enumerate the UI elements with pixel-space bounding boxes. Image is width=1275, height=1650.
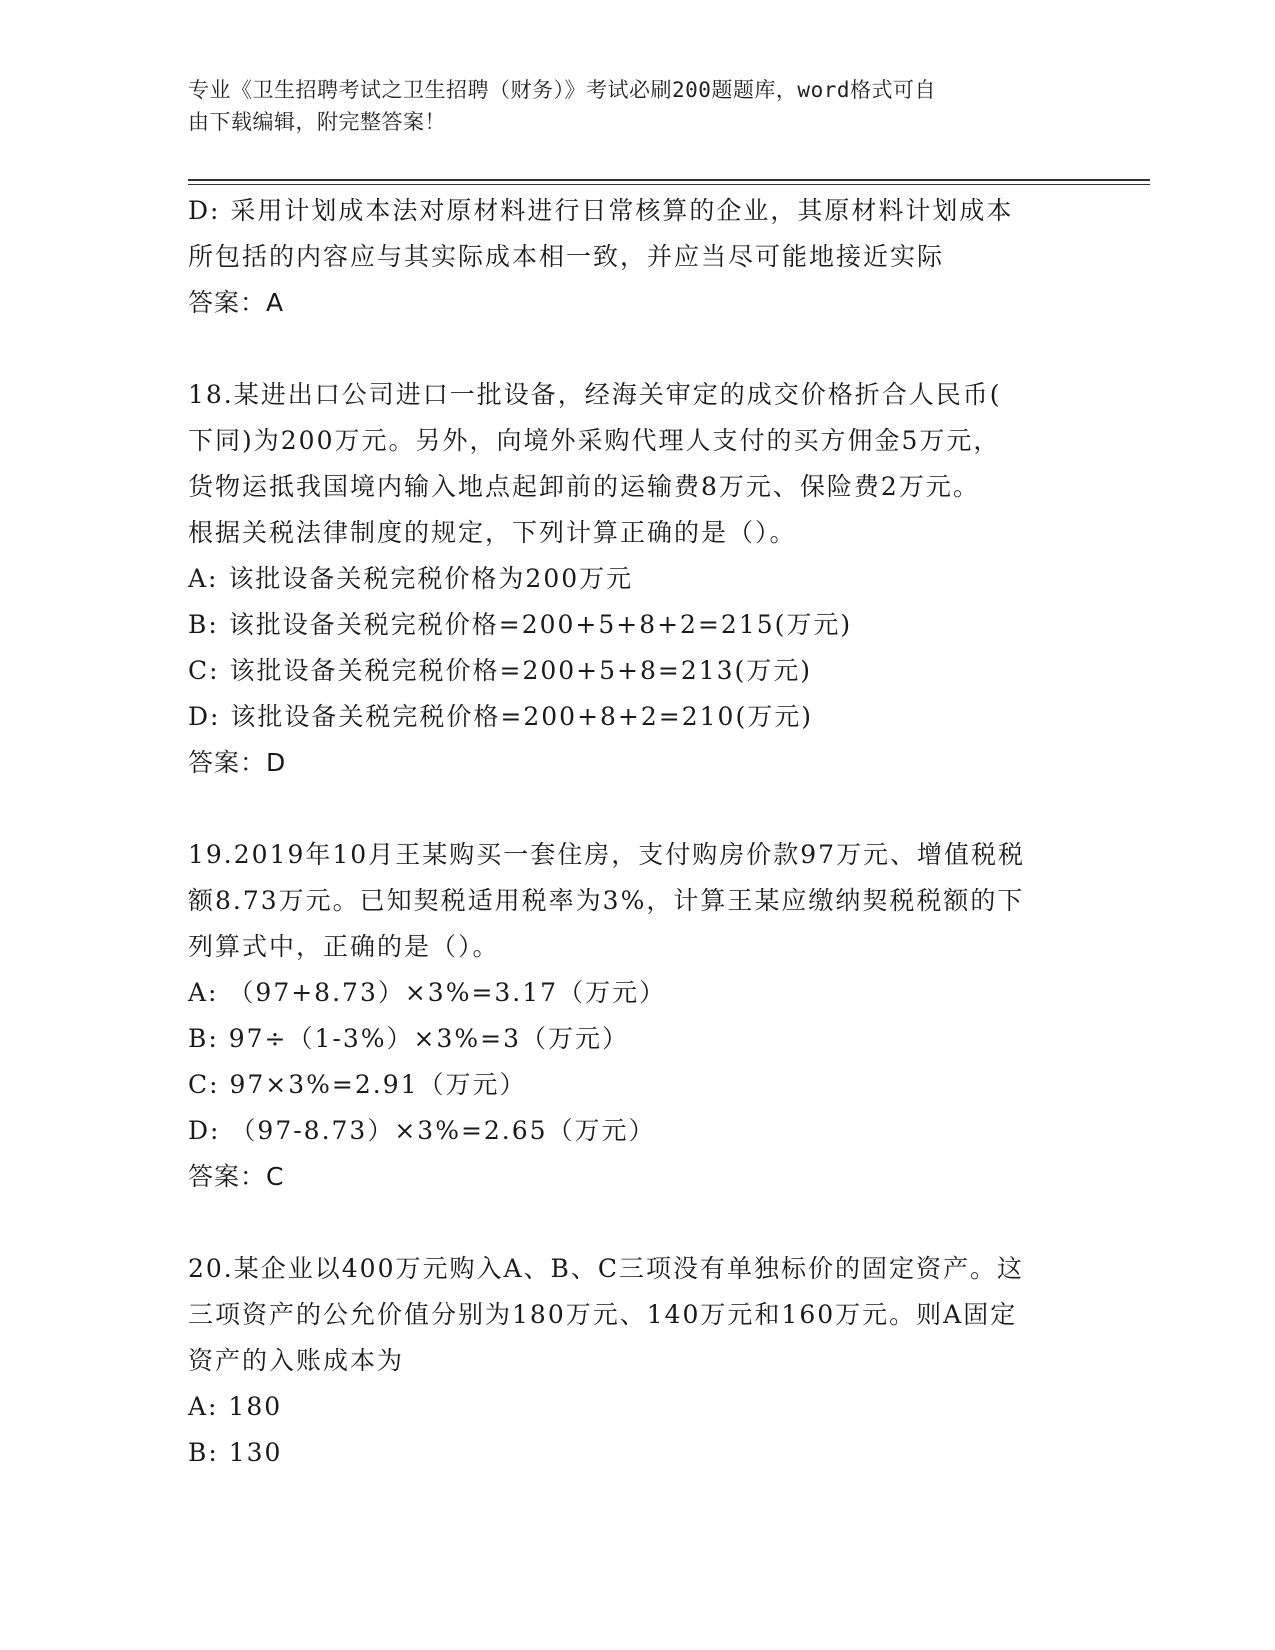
spacer <box>188 326 1088 372</box>
spacer <box>188 1200 1088 1246</box>
option-c: C: 97×3%=2.91（万元） <box>188 1070 527 1099</box>
option-c: C: 该批设备关税完税价格=200+5+8=213(万元) <box>188 656 813 685</box>
option-b: B: 130 <box>188 1438 283 1467</box>
header-divider-thin <box>188 184 1150 185</box>
question-stem: 货物运抵我国境内输入地点起卸前的运输费8万元、保险费2万元。 <box>188 472 980 501</box>
option-a: A: 180 <box>188 1392 283 1421</box>
question-18 <box>188 372 1088 786</box>
header-line-2: 由下载编辑，附完整答案！ <box>188 110 446 134</box>
option-a: A: （97+8.73）×3%=3.17（万元） <box>188 978 667 1007</box>
question-stem: 根据关税法律制度的规定，下列计算正确的是（）。 <box>188 518 797 547</box>
option-b: B: 97÷（1-3%）×3%=3（万元） <box>188 1024 629 1053</box>
question-stem: 19.2019年10月王某购买一套住房，支付购房价款97万元、增值税税 <box>188 840 1026 869</box>
option-d-continued: 所包括的内容应与其实际成本相一致，并应当尽可能地接近实际 <box>188 242 945 271</box>
question-stem: 额8.73万元。已知契税适用税率为3%，计算王某应缴纳契税税额的下 <box>188 886 1025 915</box>
question-stem: 18.某进出口公司进口一批设备，经海关审定的成交价格折合人民币( <box>188 380 1002 409</box>
option-b: B: 该批设备关税完税价格=200+5+8+2=215(万元) <box>188 610 853 639</box>
answer-line: 答案：C <box>188 1162 285 1191</box>
answer-line: 答案：A <box>188 288 285 317</box>
header-line-1: 专业《卫生招聘考试之卫生招聘（财务）》考试必刷200题题库，word格式可自 <box>188 78 936 102</box>
question-stem: 20.某企业以400万元购入A、B、C三项没有单独标价的固定资产。这 <box>188 1254 1025 1283</box>
option-a: A: 该批设备关税完税价格为200万元 <box>188 564 634 593</box>
spacer <box>188 786 1088 832</box>
header-divider-thick <box>188 179 1150 181</box>
question-19 <box>188 832 1088 1200</box>
option-d: D: （97-8.73）×3%=2.65（万元） <box>188 1116 656 1145</box>
question-stem: 下同)为200万元。另外，向境外采购代理人支付的买方佣金5万元， <box>188 426 1001 455</box>
option-d: D: 采用计划成本法对原材料进行日常核算的企业，其原材料计划成本 <box>188 196 1014 225</box>
question-stem: 资产的入账成本为 <box>188 1346 405 1375</box>
document-header <box>188 74 1068 138</box>
question-content <box>188 188 1088 1476</box>
question-stem: 列算式中，正确的是（）。 <box>188 932 500 961</box>
question-20 <box>188 1246 1088 1476</box>
question-stem: 三项资产的公允价值分别为180万元、140万元和160万元。则A固定 <box>188 1300 1018 1329</box>
answer-line: 答案：D <box>188 748 287 777</box>
question-17-tail <box>188 188 1088 326</box>
option-d: D: 该批设备关税完税价格=200+8+2=210(万元) <box>188 702 813 731</box>
